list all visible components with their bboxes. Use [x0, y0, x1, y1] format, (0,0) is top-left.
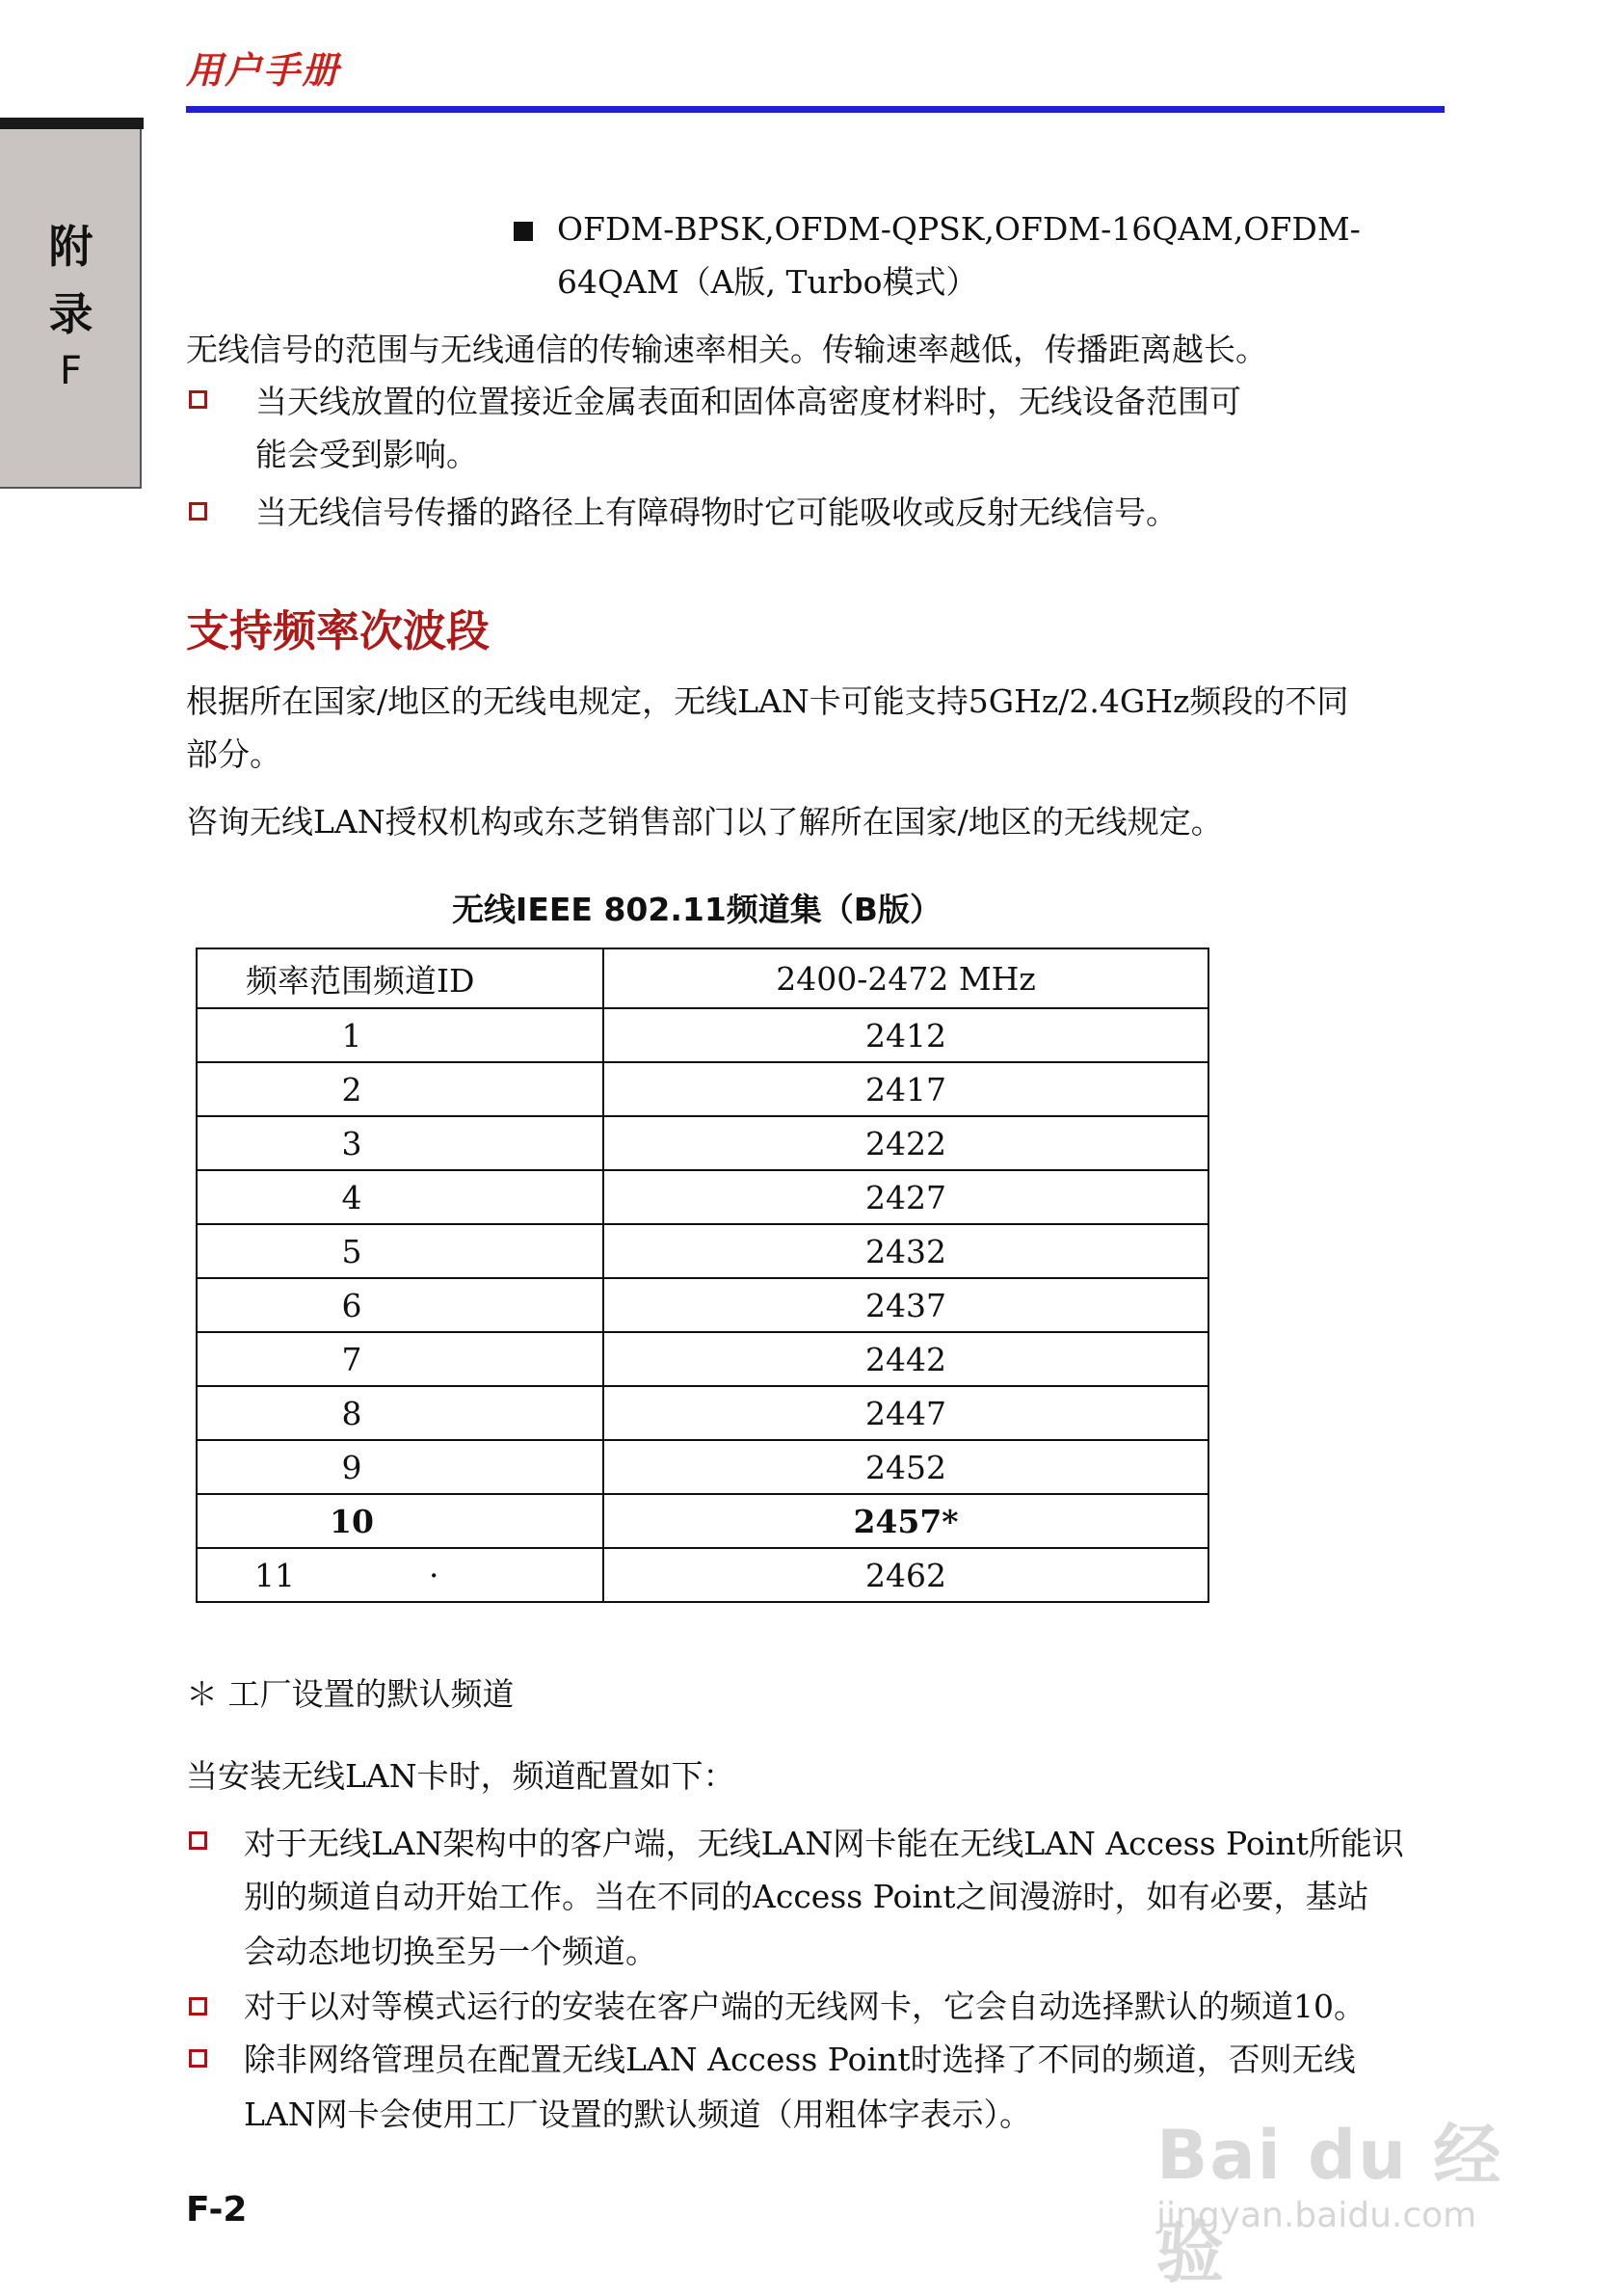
config-item-1-line-3: 会动态地切换至另一个频道。: [244, 1933, 657, 1970]
table-row: [197, 1062, 1208, 1116]
channel-frequency: 2432: [603, 1224, 1208, 1278]
channel-id: 4: [341, 1178, 362, 1216]
side-tab-char-1: 附: [48, 221, 93, 273]
range-item-2: 当无线信号传播的路径上有障碍物时它可能吸收或反射无线信号。: [255, 494, 1178, 531]
table-header-cell: [197, 948, 603, 1008]
channel-frequency: 2452: [603, 1440, 1208, 1494]
channel-table: [196, 948, 1209, 1603]
header-rule: [186, 106, 1445, 113]
config-intro: 当安装无线LAN卡时，频道配置如下：: [186, 1757, 735, 1795]
checkbox-bullet-icon: [189, 502, 207, 521]
watermark-brand: Bai du 经验: [1156, 2116, 1503, 2292]
range-item-1-line-1: 当天线放置的位置接近金属表面和固体高密度材料时，无线设备范围可: [255, 383, 1241, 420]
section-paragraph-1-line-2: 部分。: [186, 735, 281, 773]
page-number: F-2: [186, 2190, 248, 2229]
checkbox-bullet-icon: [189, 1831, 207, 1850]
channel-frequency: 2417: [603, 1062, 1208, 1116]
channel-id: 11: [254, 1556, 295, 1594]
channel-id: 6: [341, 1286, 362, 1324]
channel-id: 5: [341, 1232, 362, 1270]
table-row: [197, 1116, 1208, 1170]
table-header-row: [197, 948, 1208, 1008]
channel-id: 1: [341, 1016, 362, 1055]
table-row-default-channel: [197, 1494, 1208, 1548]
channel-id: 8: [341, 1394, 362, 1432]
side-tab-top-bar: [0, 118, 144, 129]
modulation-line-1: OFDM-BPSK,OFDM-QPSK,OFDM-16QAM,OFDM-: [557, 210, 1361, 248]
modulation-line-2: 64QAM（A版, Turbo模式）: [557, 263, 978, 301]
range-paragraph: 无线信号的范围与无线通信的传输速率相关。传输速率越低，传播距离越长。: [186, 331, 1267, 368]
table-caption: 无线IEEE 802.11频道集（B版）: [452, 891, 942, 928]
channel-frequency: 2447: [603, 1386, 1208, 1440]
channel-frequency: 2442: [603, 1332, 1208, 1386]
channel-frequency: 2422: [603, 1116, 1208, 1170]
square-bullet-icon: [514, 222, 533, 241]
header-channel-id: 频率范围频道ID: [246, 961, 475, 1000]
channel-frequency: 2412: [603, 1008, 1208, 1062]
table-row: [197, 1386, 1208, 1440]
table-row: [197, 1440, 1208, 1494]
channel-frequency: 2462: [603, 1548, 1208, 1602]
stray-dot: ·: [429, 1556, 439, 1594]
channel-id: 3: [341, 1124, 362, 1162]
config-item-3-line-1: 除非网络管理员在配置无线LAN Access Point时选择了不同的频道，否则无线: [244, 2041, 1356, 2078]
table-row: [197, 1224, 1208, 1278]
manual-title: 用户手册: [186, 49, 341, 92]
channel-frequency: 2427: [603, 1170, 1208, 1224]
channel-id: 2: [341, 1070, 362, 1108]
config-item-3-line-2: LAN网卡会使用工厂设置的默认频道（用粗体字表示）。: [244, 2096, 1032, 2133]
checkbox-bullet-icon: [189, 2049, 207, 2068]
table-row: [197, 1170, 1208, 1224]
config-item-1-line-2: 别的频道自动开始工作。当在不同的Access Point之间漫游时，如有必要，基站: [244, 1878, 1369, 1915]
table-row: [197, 1008, 1208, 1062]
checkbox-bullet-icon: [189, 390, 207, 409]
header-frequency-range: 2400-2472 MHz: [603, 948, 1208, 1008]
watermark-url: jingyan.baidu.com: [1156, 2196, 1477, 2235]
channel-id: 9: [341, 1448, 362, 1486]
section-title: 支持频率次波段: [186, 605, 491, 656]
config-item-2: 对于以对等模式运行的安装在客户端的无线网卡，它会自动选择默认的频道10。: [244, 1988, 1366, 2025]
table-row: [197, 1548, 1208, 1602]
baidu-watermark: [1156, 2101, 1561, 2292]
table-row: [197, 1278, 1208, 1332]
checkbox-bullet-icon: [189, 1997, 207, 2016]
channel-frequency-default: 2457*: [603, 1494, 1208, 1548]
table-row: [197, 1332, 1208, 1386]
section-paragraph-2: 咨询无线LAN授权机构或东芝销售部门以了解所在国家/地区的无线规定。: [186, 803, 1223, 841]
channel-id: 7: [341, 1340, 362, 1378]
section-paragraph-1-line-1: 根据所在国家/地区的无线电规定，无线LAN卡可能支持5GHz/2.4GHz频段的不同: [186, 682, 1349, 720]
channel-id: 10: [330, 1502, 374, 1540]
appendix-side-tab: [0, 118, 142, 489]
config-item-1-line-1: 对于无线LAN架构中的客户端，无线LAN网卡能在无线LAN Access Point所能识: [244, 1825, 1404, 1862]
footnote: ＊ 工厂设置的默认频道: [186, 1675, 515, 1713]
side-tab-letter: F: [59, 349, 82, 393]
range-item-1-line-2: 能会受到影响。: [255, 436, 478, 473]
side-tab-char-2: 录: [48, 288, 93, 340]
channel-frequency: 2437: [603, 1278, 1208, 1332]
